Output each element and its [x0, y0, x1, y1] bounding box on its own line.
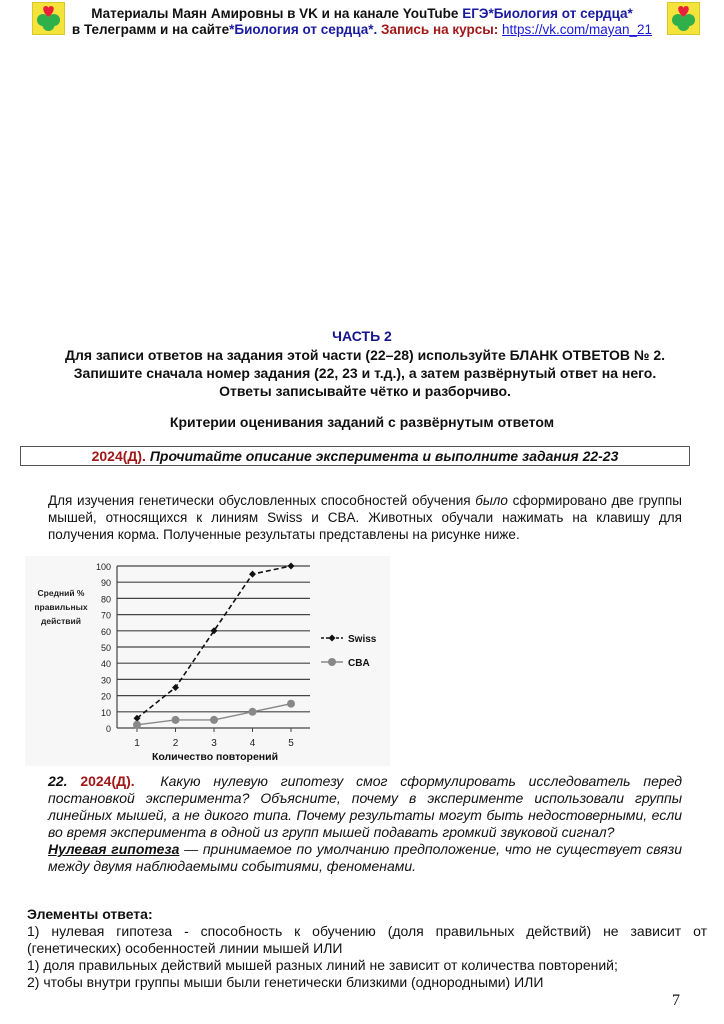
channel-name: ЕГЭ*Биология от сердца*: [462, 6, 633, 21]
site-name: *Биология от сердца*.: [229, 22, 381, 37]
svg-text:1: 1: [134, 738, 140, 749]
header-line-2: в Телеграмм и на сайте*Биология от сердца*. Запись на курсы: https://vk.com/mayan_21: [71, 22, 653, 37]
svg-text:4: 4: [249, 738, 256, 749]
null-hypothesis-term: Нулевая гипотеза: [48, 841, 180, 857]
svg-text:80: 80: [100, 594, 111, 605]
svg-text:90: 90: [100, 578, 111, 589]
heart-clover-logo-icon: [667, 2, 700, 35]
svg-text:100: 100: [95, 562, 111, 572]
svg-text:70: 70: [100, 610, 111, 621]
svg-text:0: 0: [105, 724, 111, 734]
svg-text:действий: действий: [41, 616, 81, 626]
criteria-heading: Критерии оценивания заданий с развёрнутым ответом: [169, 414, 555, 430]
part-title: ЧАСТЬ 2: [332, 328, 392, 344]
svg-text:Swiss: Swiss: [348, 634, 377, 645]
svg-text:Средний %: Средний %: [37, 588, 85, 598]
svg-text:правильных: правильных: [34, 602, 88, 612]
svg-text:5: 5: [288, 738, 294, 749]
page-header: [60, 6, 664, 38]
svg-text:CBA: CBA: [348, 658, 370, 669]
svg-text:2: 2: [172, 738, 179, 749]
svg-text:10: 10: [100, 707, 111, 718]
page-number: 7: [672, 992, 680, 1009]
vk-link[interactable]: https://vk.com/mayan_21: [502, 22, 653, 37]
svg-text:50: 50: [100, 643, 111, 653]
svg-text:30: 30: [100, 675, 111, 686]
answer-item: 1) доля правильных действий мышей разных линий не зависит от количества повторений;: [27, 957, 618, 973]
svg-text:Количество повторений: Количество повторений: [151, 751, 279, 763]
answer-title: Элементы ответа:: [27, 906, 153, 922]
experiment-description: Для изучения генетически обусловленных способностей обучения было сформировано две группы мышей, относящихся к линиям Swiss и CBA. Животных обучали нажимать на клавишу для получения корма. Полученные результаты представлены на рисунке ниже.: [48, 493, 682, 542]
question-number: 22.: [48, 773, 68, 789]
part-instructions: Для записи ответов на задания этой части (22–28) используйте БЛАНК ОТВЕТОВ № 2. Запишите сначала номер задания (22, 23 и т.д.), а затем развёрнутый ответ на него. Ответы записывайте чётко и разборчиво.: [64, 347, 666, 399]
answer-item: 1) нулевая гипотеза - способность к обучению (доля правильных действий) не зависит от (генетических) особенностей линии мышей ИЛИ: [27, 923, 707, 956]
learning-chart: [25, 556, 390, 766]
answer-item: 2) чтобы внутри группы мыши были генетически близкими (однородными) ИЛИ: [27, 974, 544, 990]
task-year: 2024(Д).: [91, 448, 146, 464]
task-box: [20, 446, 690, 466]
null-hypothesis-definition: — принимаемое по умолчанию предположение, что не существует связи между двумя наблюдаемыми событиями, феноменами.: [48, 841, 682, 874]
enroll-label: Запись на курсы:: [380, 22, 502, 37]
svg-text:60: 60: [100, 626, 111, 637]
header-line-1: Материалы Маян Амировны в VK и на канале YouTube ЕГЭ*Биология от сердца*: [91, 6, 633, 21]
answer-elements: [27, 906, 707, 991]
question-text: Какую нулевую гипотезу смог сформулировать исследователь перед постановкой эксперимента? Объясните, почему в эксперименте использовали группы линейных мышей, а не дикого типа. Почему результаты могут быть недостоверными, если во время эксперимента в одной из групп мышей подавать громкий звуковой сигнал?: [48, 773, 683, 840]
svg-text:20: 20: [100, 691, 111, 702]
question-22: [48, 773, 682, 875]
svg-text:3: 3: [211, 738, 217, 749]
line-chart: [25, 556, 390, 766]
svg-text:40: 40: [100, 659, 111, 670]
task-instruction: Прочитайте описание эксперимента и выполните задания 22-23: [145, 448, 619, 464]
question-year: 2024(Д).: [80, 773, 135, 789]
